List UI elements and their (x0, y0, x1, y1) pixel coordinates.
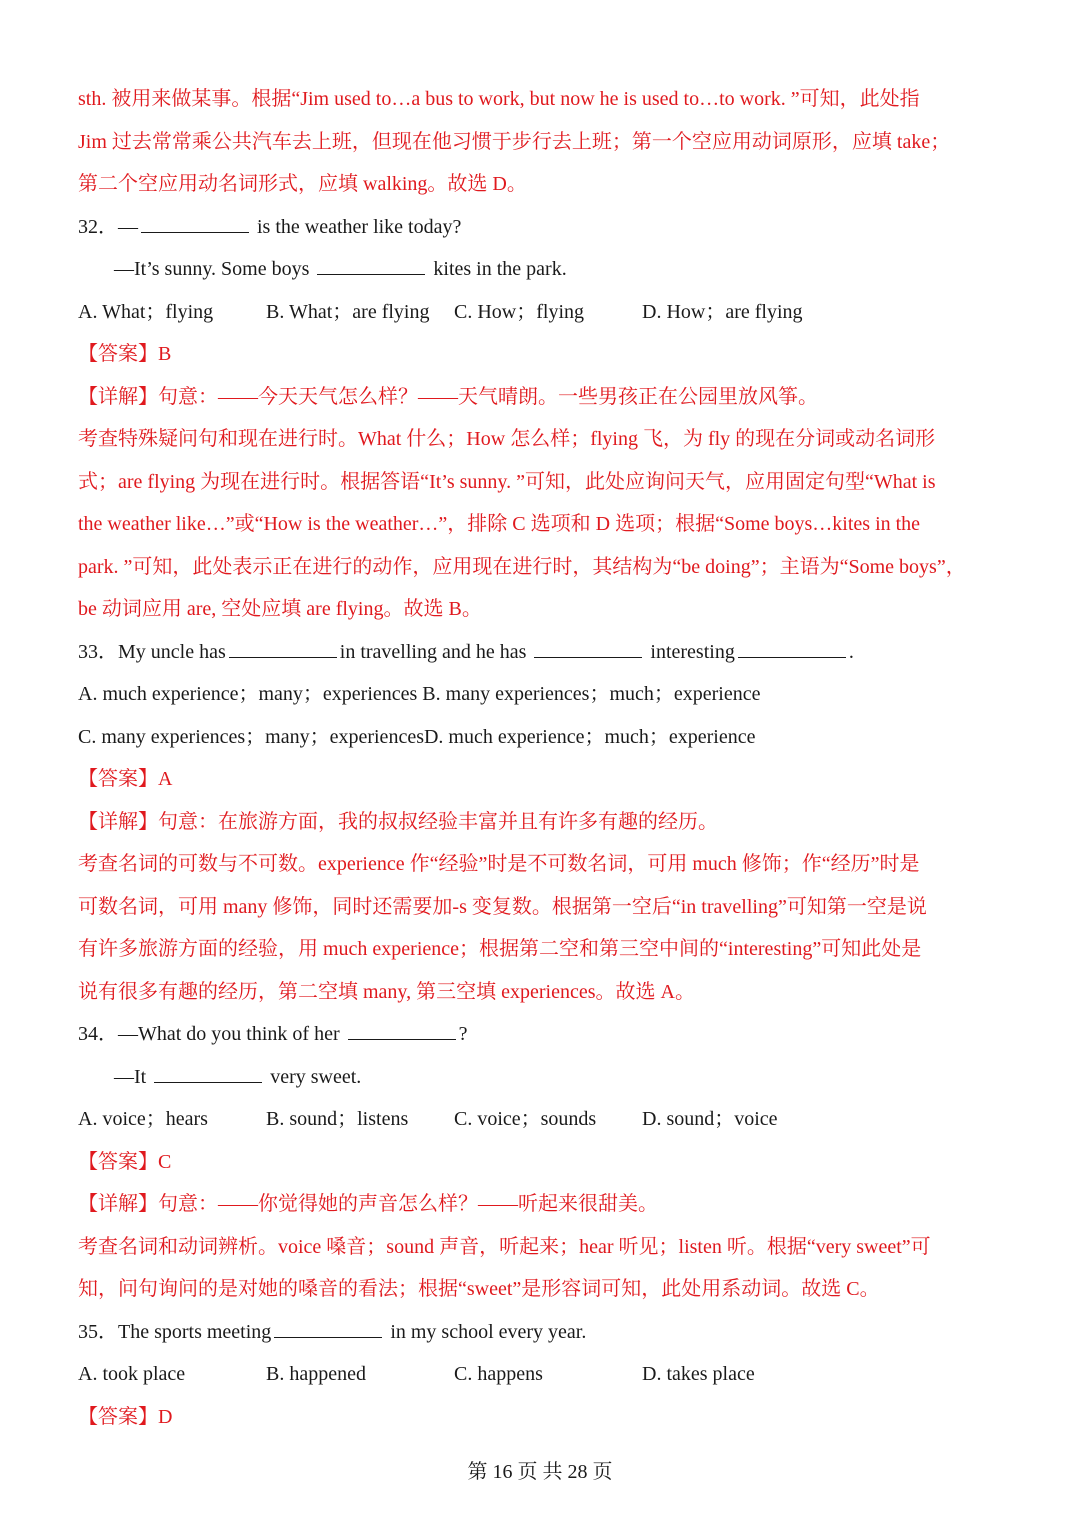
q32-answer: 【答案】B (78, 343, 172, 365)
q33-stem (78, 631, 1006, 674)
q35-option-a: A. took place (78, 1363, 186, 1385)
q35-answer: 【答案】D (78, 1405, 173, 1428)
q32-stem-part: 32．— (78, 215, 138, 238)
q35-option-b: B. happened (266, 1363, 366, 1385)
q33-analysis-line: 考查名词的可数与不可数。experience 作“经验”时是不可数名词，可用 much 修饰；作“经历”时是 (78, 853, 920, 875)
q34-options (78, 1098, 1006, 1141)
q33-answer: 【答案】A (78, 768, 173, 790)
q32-option-d: D. How；are flying (642, 300, 803, 323)
page-footer: 第 16 页 共 28 页 (467, 1461, 613, 1483)
answer-blank (738, 640, 846, 658)
q33-options-line: C. many experiences；many；experiencesD. much experience；much；experience (78, 725, 756, 748)
q34-reply (78, 1056, 1006, 1099)
q32-analysis-line: park. ”可知，此处表示正在进行的动作，应用现在进行时，其结构为“be doing”；主语为“Some boys”， (78, 555, 966, 578)
q35-stem-part: 35．The sports meeting (78, 1320, 272, 1343)
q32-reply-part: kites in the park. (428, 258, 567, 280)
q31-analysis-line: 第二个空应用动名词形式，应填 walking。故选 D。 (78, 173, 527, 195)
q32-stem-part: is the weather like today? (252, 215, 462, 238)
q32-option-a: A. What；flying (78, 300, 214, 323)
answer-blank (141, 215, 249, 233)
answer-blank (348, 1022, 456, 1040)
q32-analysis-line: 式；are flying 为现在进行时。根据答语“It’s sunny. ”可知，此处应询问天气，应用固定句型“What is (78, 470, 936, 493)
q32-option-c: C. How；flying (454, 300, 584, 323)
q33-stem-part: . (848, 640, 854, 663)
q34-option-b: B. sound；listens (266, 1108, 409, 1130)
answer-blank (534, 640, 642, 658)
q35-stem (78, 1311, 1006, 1354)
q34-answer: 【答案】C (78, 1150, 172, 1173)
q31-analysis-line: Jim 过去常常乘公共汽车去上班，但现在他习惯于步行去上班；第一个空应用动词原形，应填 take； (78, 130, 951, 153)
q32-reply-part: —It’s sunny. Some boys (114, 258, 315, 280)
q33-stem-part: in travelling and he has (339, 640, 532, 663)
q32-analysis-line: the weather like…”或“How is the weather…”，排除 C 选项和 D 选项；根据“Some boys…kites in the (78, 513, 921, 535)
answer-blank (154, 1065, 262, 1083)
q34-analysis-line: 考查名词和动词辨析。voice 嗓音；sound 声音，听起来；hear 听见；listen 听。根据“very sweet”可 (78, 1235, 931, 1258)
q34-option-a: A. voice；hears (78, 1108, 208, 1130)
q34-stem-part: 34．—What do you think of her (78, 1023, 345, 1045)
q34-reply-part: very sweet. (265, 1065, 362, 1088)
q32-reply (78, 248, 1006, 291)
q33-detail: 【详解】句意：在旅游方面，我的叔叔经验丰富并且有许多有趣的经历。 (78, 810, 718, 833)
q35-option-c: C. happens (454, 1363, 543, 1385)
q35-option-d: D. takes place (642, 1363, 755, 1385)
q34-reply-part: —It (114, 1065, 152, 1088)
q33-options-line: A. much experience；many；experiences B. many experiences；much；experience (78, 683, 761, 705)
q32-options (78, 291, 1006, 334)
q33-stem-part: interesting (645, 640, 735, 663)
q32-analysis-line: 考查特殊疑问句和现在进行时。What 什么；How 怎么样；flying 飞，为 fly 的现在分词或动名词形 (78, 428, 936, 450)
q34-stem (78, 1013, 1006, 1056)
answer-blank (229, 640, 337, 658)
q33-analysis-line: 说有很多有趣的经历，第二空填 many, 第三空填 experiences。故选 A。 (78, 980, 695, 1003)
page-content (78, 78, 1006, 1438)
answer-blank (317, 257, 425, 275)
q34-option-d: D. sound；voice (642, 1108, 778, 1130)
answer-blank (274, 1320, 382, 1338)
q33-stem-part: 33．My uncle has (78, 640, 226, 663)
q33-analysis-line: 可数名词，可用 many 修饰，同时还需要加-s 变复数。根据第一空后“in travelling”可知第一空是说 (78, 895, 927, 918)
q32-detail: 【详解】句意：——今天天气怎么样？——天气晴朗。一些男孩正在公园里放风筝。 (78, 385, 818, 408)
q31-analysis-line: sth. 被用来做某事。根据“Jim used to…a bus to work, but now he is used to…to work. ”可知，此处指 (78, 88, 920, 110)
q35-options (78, 1353, 1006, 1396)
q34-analysis-line: 知，问句询问的是对她的嗓音的看法；根据“sweet”是形容词可知，此处用系动词。故选 C。 (78, 1278, 880, 1300)
q35-stem-part: in my school every year. (385, 1320, 587, 1343)
q34-option-c: C. voice；sounds (454, 1108, 597, 1130)
q34-detail: 【详解】句意：——你觉得她的声音怎么样？——听起来很甜美。 (78, 1193, 658, 1215)
q34-stem-part: ? (458, 1023, 468, 1045)
q32-analysis-line: be 动词应用 are, 空处应填 are flying。故选 B。 (78, 598, 482, 620)
q33-analysis-line: 有许多旅游方面的经验，用 much experience；根据第二空和第三空中间的“interesting”可知此处是 (78, 938, 922, 960)
q32-stem (78, 206, 1006, 249)
q32-option-b: B. What；are flying (266, 300, 430, 323)
